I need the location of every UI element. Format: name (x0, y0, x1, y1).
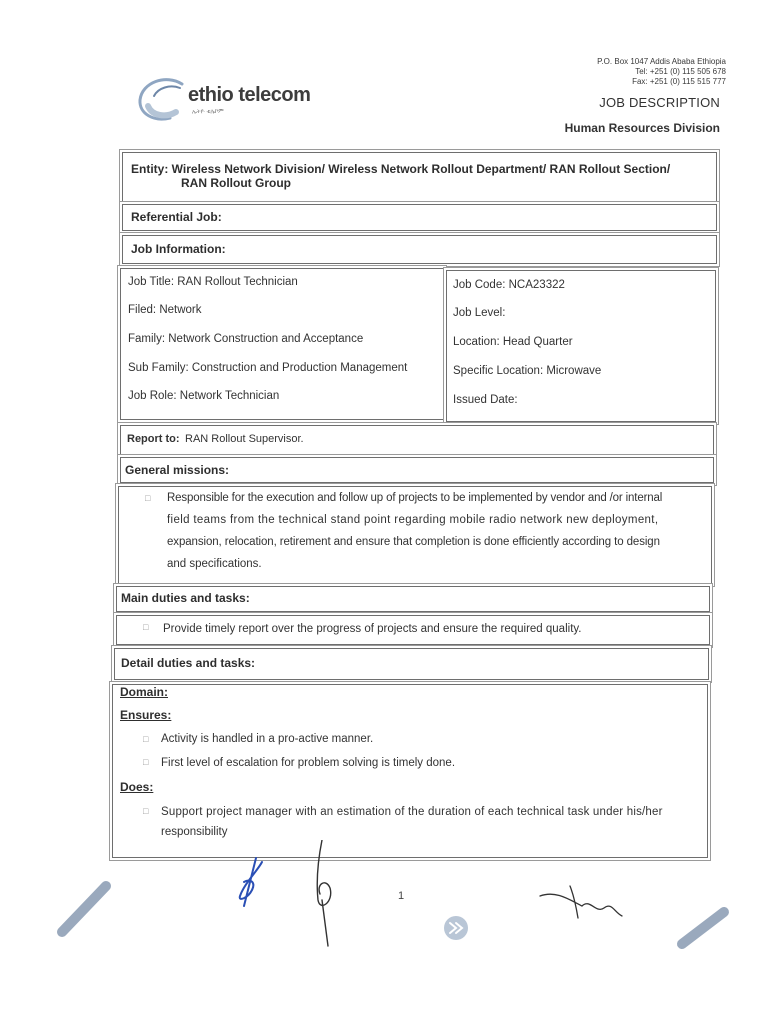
watermark-arrow-icon (444, 916, 468, 940)
logo-swoosh-icon (136, 76, 192, 124)
report-to-value: RAN Rollout Supervisor. (185, 433, 304, 445)
scanner-marks (62, 886, 724, 944)
job-information-heading-box (122, 235, 717, 264)
does-label: Does: (120, 780, 154, 794)
phone-line: Tel: +251 (0) 115 505 678 (635, 67, 726, 76)
job-issued-date: Issued Date: (453, 394, 518, 406)
bullet-icon: □ (143, 734, 149, 744)
job-info-right-box (446, 270, 716, 422)
right-signature (540, 886, 622, 918)
blue-initial-signature (240, 858, 262, 906)
detail-duties-body (112, 684, 708, 858)
domain-label: Domain: (120, 685, 168, 699)
bullet-icon: □ (143, 757, 149, 767)
job-location: Location: Head Quarter (453, 336, 573, 348)
job-specific-location: Specific Location: Microwave (453, 365, 602, 377)
main-duties-body (116, 615, 710, 645)
report-to-box (120, 425, 714, 455)
job-family: Family: Network Construction and Acceptance (128, 333, 364, 345)
bullet-icon: □ (145, 493, 151, 503)
mission-line: Responsible for the execution and follow up of projects to be implemented by vendor and /or internal (167, 492, 663, 504)
job-sub-family: Sub Family: Construction and Production Management (128, 362, 408, 374)
ensures-item: Activity is handled in a pro-active manner. (161, 733, 374, 745)
main-duty-item: Provide timely report over the progress of projects and ensure the required quality. (163, 623, 582, 635)
company-name-amharic: ኢትዮ ቴሌኮም (192, 109, 224, 115)
ensures-label: Ensures: (120, 708, 172, 722)
main-duties-heading: Main duties and tasks: (121, 591, 250, 605)
company-address (597, 57, 726, 87)
bullet-icon: □ (143, 622, 149, 632)
division-name: Human Resources Division (564, 121, 720, 135)
signatures-area (0, 840, 768, 1024)
job-code: Job Code: NCA23322 (453, 279, 565, 291)
detail-duties-heading: Detail duties and tasks: (121, 656, 256, 670)
job-title: Job Title: RAN Rollout Technician (128, 276, 298, 288)
job-information-heading: Job Information: (131, 242, 226, 256)
mission-line: field teams from the technical stand point regarding mobile radio network new deployment, (167, 514, 659, 526)
ensures-item: First level of escalation for problem solving is timely done. (161, 757, 456, 769)
general-missions-heading-box (120, 457, 714, 483)
mission-line: expansion, relocation, retirement and ensure that completion is done efficiently according to design (167, 536, 660, 548)
general-missions-text (167, 487, 705, 575)
main-duties-heading-box (116, 586, 710, 612)
job-info-left-box (120, 268, 444, 420)
does-item: Support project manager with an estimation of the duration of each technical task under his/her (161, 806, 663, 818)
report-to-label: Report to: (127, 433, 180, 445)
general-missions-body (118, 486, 712, 584)
ethio-telecom-logo (136, 76, 316, 124)
black-signature (317, 840, 330, 946)
address-line: P.O. Box 1047 Addis Ababa Ethiopia (597, 57, 726, 66)
fax-line: Fax: +251 (0) 115 515 777 (632, 77, 726, 86)
job-role: Job Role: Network Technician (128, 390, 280, 402)
job-field: Filed: Network (128, 304, 202, 316)
general-missions-heading: General missions: (125, 463, 230, 477)
entity-box (122, 152, 717, 202)
referential-job-label: Referential Job: (131, 210, 222, 224)
detail-duties-heading-box (114, 648, 709, 680)
company-name: ethio telecom (188, 84, 311, 106)
does-item-continued: responsibility (161, 826, 228, 838)
bullet-icon: □ (143, 806, 149, 816)
page-number: 1 (398, 890, 405, 902)
job-level: Job Level: (453, 307, 506, 319)
mission-line: and specifications. (167, 558, 262, 570)
entity-line2: RAN Rollout Group (181, 176, 291, 190)
document-title: JOB DESCRIPTION (599, 95, 720, 110)
referential-job-box (122, 204, 717, 231)
entity-label: Entity: Wireless Network Division/ Wireless Network Rollout Department/ RAN Rollout Section/ (131, 162, 671, 176)
